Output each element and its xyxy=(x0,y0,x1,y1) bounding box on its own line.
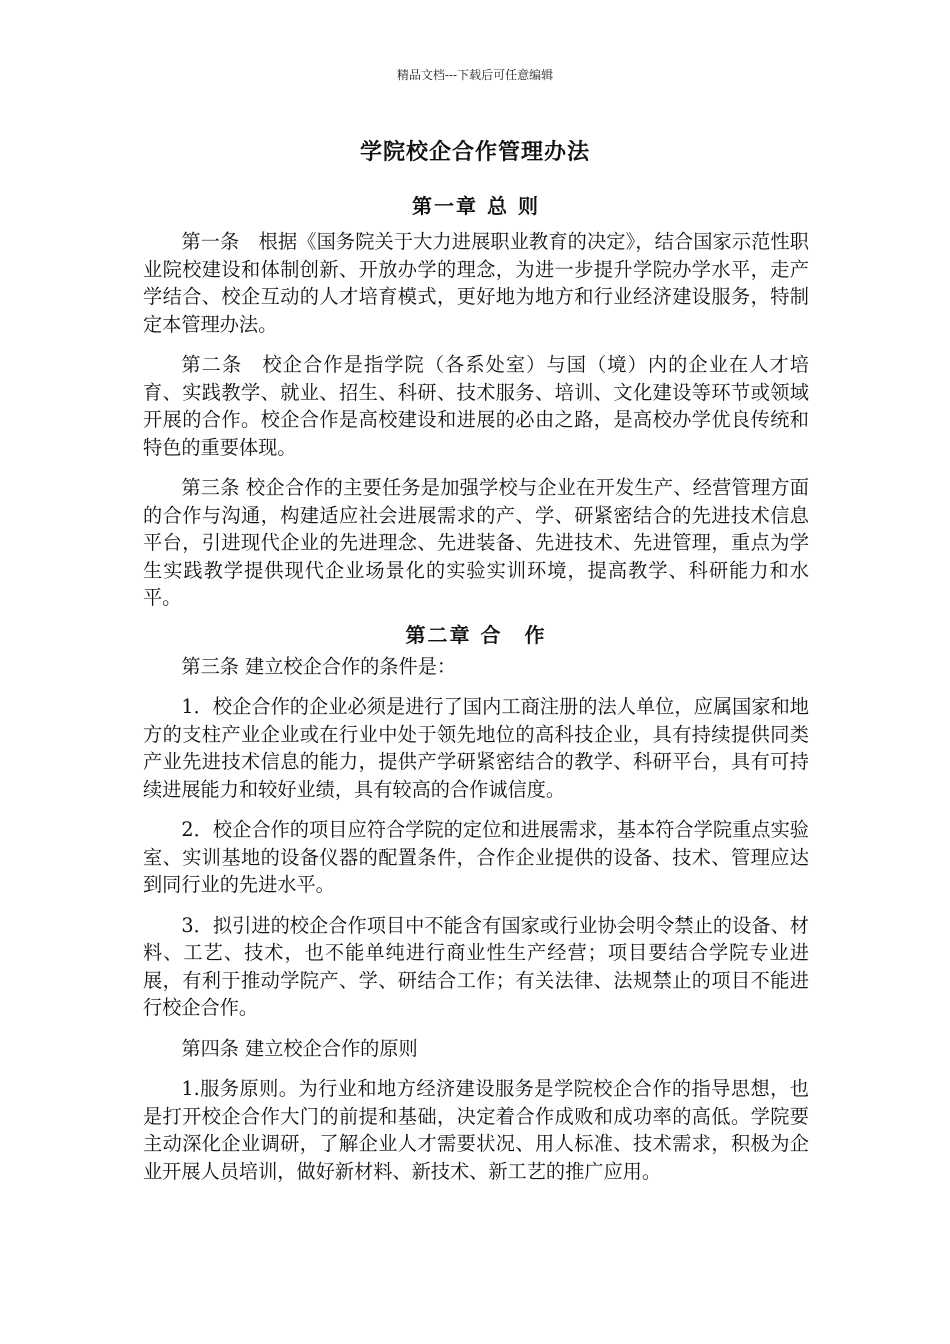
document-title: 学院校企合作管理办法 xyxy=(359,139,590,165)
article-paragraph: 第三条 建立校企合作的条件是： xyxy=(181,654,457,678)
chapter-heading: 第一章 总 则 xyxy=(412,194,540,218)
article-paragraph: 第三条 校企合作的主要任务是加强学校与企业在开发生产、经营管理方面的合作与沟通，构建适应社会进展需求的产、学、研紧密结合的先进技术信息平台，引进现代企业的先进理念、先进装备、先进技术、先进管理，重点为学生实践教学提供现代企业场景化的实验实训环境，提高教学、科研能力和水平。 xyxy=(143,476,809,609)
document-body xyxy=(143,190,809,1198)
article-paragraph: 第二条 校企合作是指学院（各系处室）与国（境）内的企业在人才培育、实践教学、就业、招生、科研、技术服务、培训、文化建设等环节或领域开展的合作。校企合作是高校建设和进展的必由之路，是高校办学优良传统和特色的重要体现。 xyxy=(143,353,809,459)
article-paragraph: 1．校企合作的企业必须是进行了国内工商注册的法人单位，应属国家和地方的支柱产业企业或在行业中处于领先地位的高科技企业，具有持续提供同类产业先进技术信息的能力，提供产学研紧密结合的教学、科研平台，具有可持续进展能力和较好业绩，具有较高的合作诚信度。 xyxy=(143,695,809,801)
chapter-heading: 第二章 合 作 xyxy=(405,622,547,647)
article-paragraph: 2．校企合作的项目应符合学院的定位和进展需求，基本符合学院重点实验室、实训基地的设备仪器的配置条件，合作企业提供的设备、技术、管理应达到同行业的先进水平。 xyxy=(143,818,809,896)
header-note: 精品文档---下载后可任意编辑 xyxy=(396,68,554,82)
article-paragraph: 3．拟引进的校企合作项目中不能含有国家或行业协会明令禁止的设备、材料、工艺、技术，也不能单纯进行商业性生产经营；项目要结合学院专业进展，有利于推动学院产、学、研结合工作；有关法律、法规禁止的项目不能进行校企合作。 xyxy=(143,913,809,1019)
article-paragraph: 1.服务原则。为行业和地方经济建设服务是学院校企合作的指导思想，也是打开校企合作大门的前提和基础，决定着合作成败和成功率的高低。学院要主动深化企业调研，了解企业人才需要状况、用人标准、技术需求，积极为企业开展人员培训，做好新材料、新技术、新工艺的推广应用。 xyxy=(143,1077,809,1183)
article-paragraph: 第四条 建立校企合作的原则 xyxy=(181,1036,418,1060)
article-paragraph: 第一条 根据《国务院关于大力进展职业教育的决定》，结合国家示范性职业院校建设和体制创新、开放办学的理念，为进一步提升学院办学水平，走产学结合、校企互动的人才培育模式，更好地为地方和行业经济建设服务，特制定本管理办法。 xyxy=(143,230,809,336)
